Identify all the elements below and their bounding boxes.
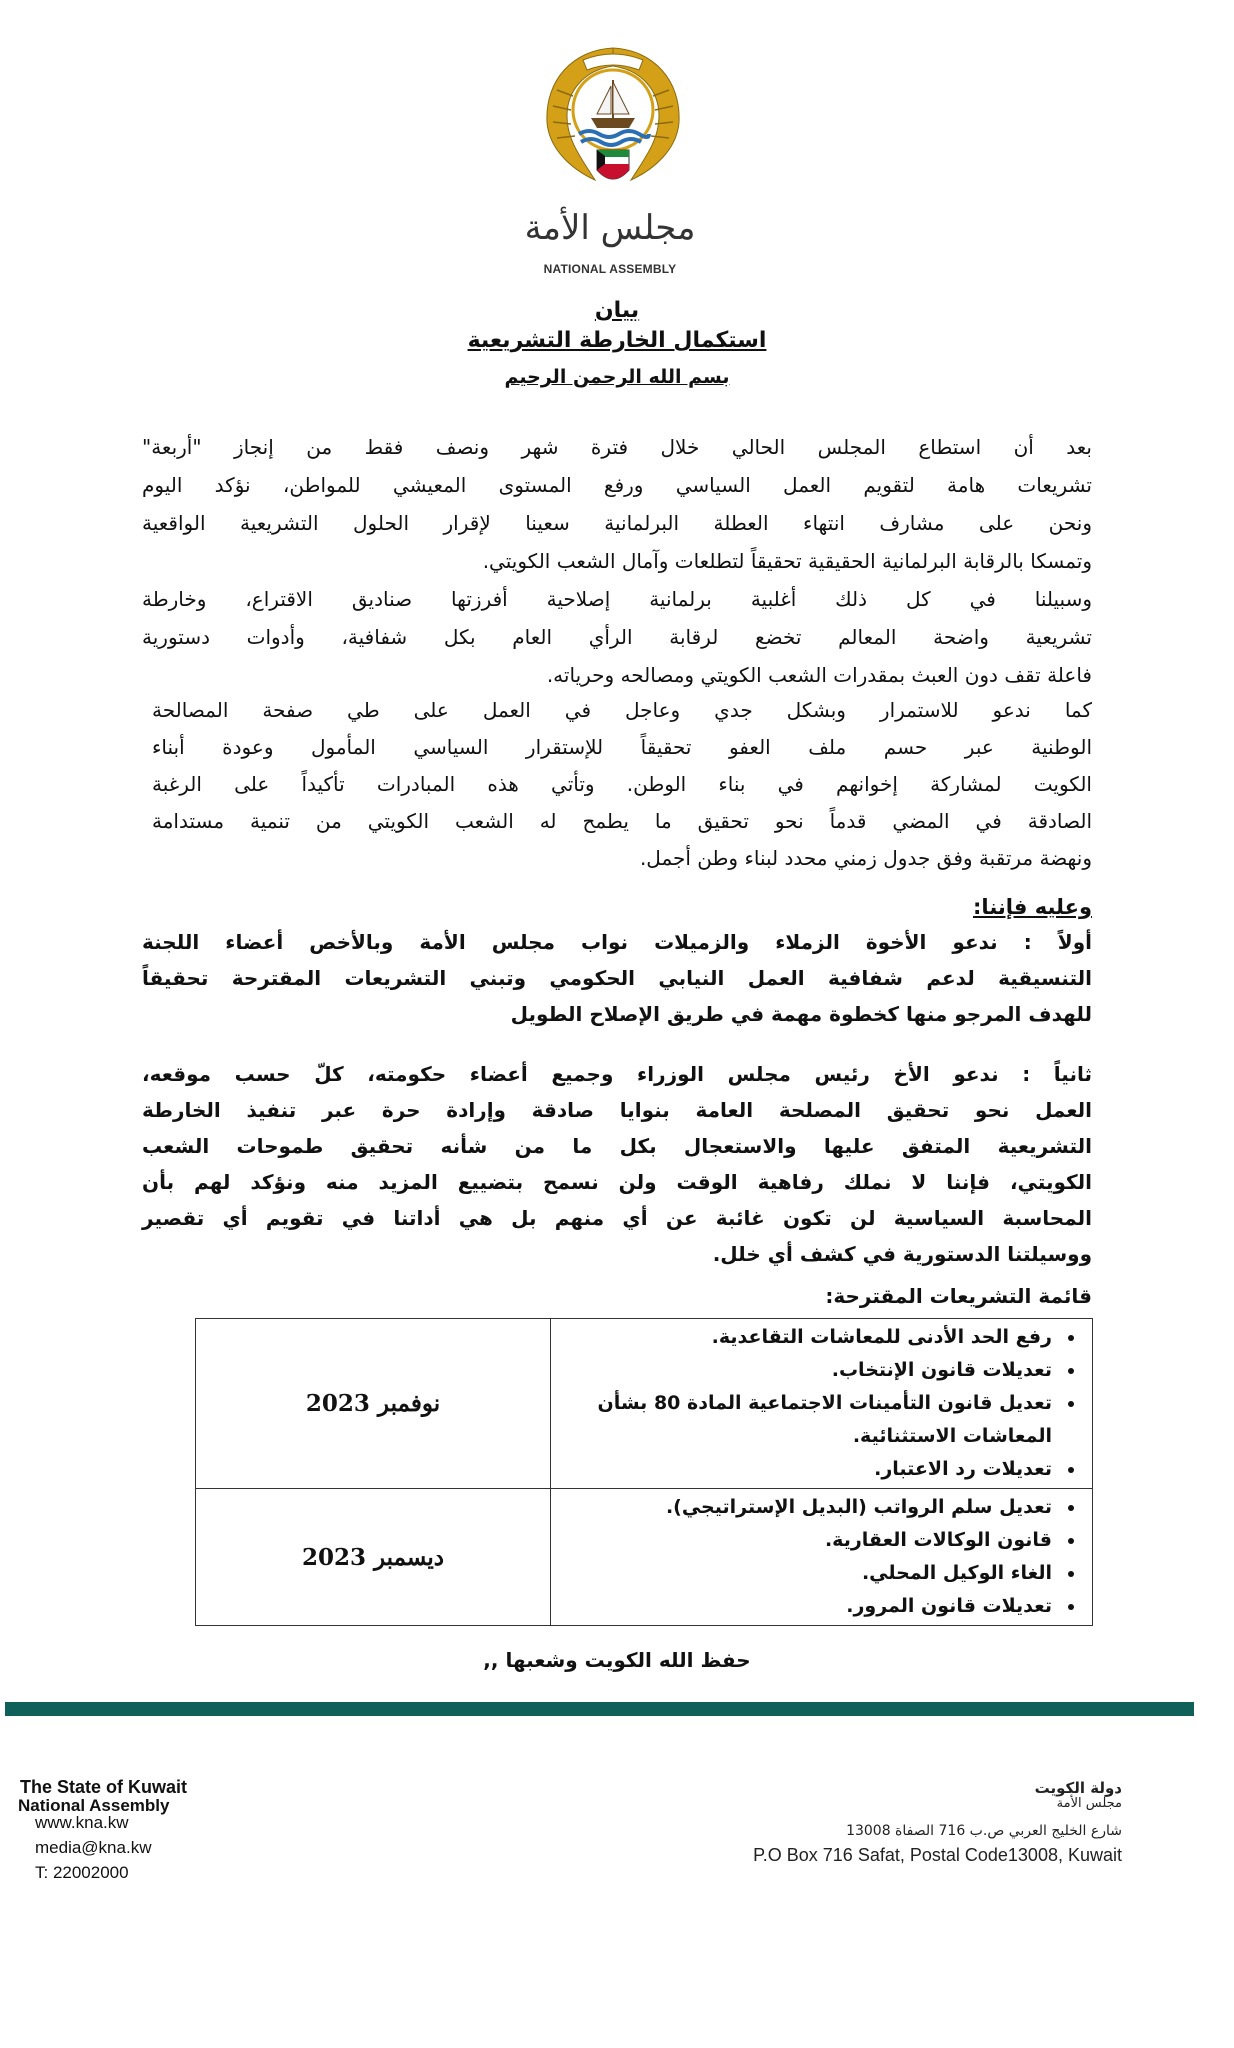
paragraph-line: كما ندعو للاستمرار وبشكل جدي وعاجل في العمل على طي صفحة المصالحة xyxy=(152,698,1092,722)
legislation-item: • تعديل قانون التأمينات الاجتماعية المادة 80 بشأن المعاشات الاستثنائية. xyxy=(561,1387,1056,1453)
table-row xyxy=(196,1319,1093,1489)
second-point-line: ثانياً : ندعو الأخ رئيس مجلس الوزراء وجميع أعضاء حكومته، كلّ حسب موقعه، xyxy=(142,1062,1092,1086)
paragraph-line: الكويت لمشاركة إخوانهم في بناء الوطن. وتأتي هذه المبادرات تأكيداً على الرغبة xyxy=(152,772,1092,796)
legislation-item: • الغاء الوكيل المحلي. xyxy=(561,1557,1056,1590)
first-point-line: للهدف المرجو منها كخطوة مهمة في طريق الإصلاح الطويل xyxy=(510,1002,1092,1026)
footer-website-link[interactable]: www.kna.kw xyxy=(35,1813,129,1832)
footer-english-address: P.O Box 716 Safat, Postal Code13008, Kuwait xyxy=(753,1845,1122,1865)
footer-assembly-name: National Assembly xyxy=(18,1796,170,1815)
kuwait-emblem-logo xyxy=(533,30,693,202)
paragraph-line: بعد أن استطاع المجلس الحالي خلال فترة شهر ونصف فقط من إنجاز "أربعة" xyxy=(142,435,1092,459)
table-row xyxy=(196,1489,1093,1626)
first-point-line: التنسيقية لدعم شفافية العمل النيابي الحكومي وتبني التشريعات المقترحة تحقيقاً xyxy=(142,966,1092,990)
paragraph-line: الوطنية عبر حسم ملف العفو تحقيقاً للإستقرار السياسي المأمول وعودة أبناء xyxy=(152,735,1092,759)
closing-line: حفظ الله الكويت وشعبها ,, xyxy=(483,1648,751,1672)
assembly-arabic-name: مجلس الأمة xyxy=(524,208,696,248)
legislation-item: • تعديلات رد الاعتبار. xyxy=(561,1453,1056,1486)
legislation-item: • قانون الوكالات العقارية. xyxy=(561,1524,1056,1557)
legislation-item: • تعديلات قانون الإنتخاب. xyxy=(561,1354,1056,1387)
second-point-line: ووسيلتنا الدستورية في كشف أي خلل. xyxy=(712,1242,1092,1266)
legislation-table xyxy=(195,1318,1093,1626)
footer-email-link[interactable]: media@kna.kw xyxy=(35,1838,152,1857)
paragraph-line: وتمسكا بالرقابة البرلمانية الحقيقية تحقيقاً لتطلعات وآمال الشعب الكويتي. xyxy=(482,549,1092,573)
legislation-item: • رفع الحد الأدنى للمعاشات التقاعدية. xyxy=(561,1321,1056,1354)
legislation-list-heading: قائمة التشريعات المقترحة: xyxy=(825,1284,1092,1308)
statement-title: بيان xyxy=(594,298,640,323)
legislation-items-cell xyxy=(551,1489,1093,1626)
footer-state-name: The State of Kuwait xyxy=(20,1777,188,1797)
footer-divider-bar xyxy=(5,1702,1194,1716)
paragraph-line: وسبيلنا في كل ذلك أغلبية برلمانية إصلاحية أفرزتها صناديق الاقتراع، وخارطة xyxy=(142,587,1092,611)
footer-arabic-state: دولة الكويت xyxy=(1034,1779,1122,1797)
paragraph-line: تشريعية واضحة المعالم تخضع لرقابة الرأي العام بكل شفافية، وأدوات دستورية xyxy=(142,625,1092,649)
first-point-line: أولاً : ندعو الأخوة الزملاء والزميلات نواب مجلس الأمة وبالأخص أعضاء اللجنة xyxy=(142,930,1092,954)
month-cell: ديسمبر 2023 xyxy=(196,1489,551,1626)
legislation-item: • تعديل سلم الرواتب (البديل الإستراتيجي). xyxy=(561,1491,1056,1524)
statement-subject: استكمال الخارطة التشريعية xyxy=(467,328,767,353)
basmala: بسم الله الرحمن الرحيم xyxy=(504,366,730,388)
legislation-item: • تعديلات قانون المرور. xyxy=(561,1590,1056,1623)
footer-phone: T: 22002000 xyxy=(35,1863,129,1882)
therefore-heading: وعليه فإننا: xyxy=(973,895,1092,919)
second-point-line: التشريعية المتفق عليها والاستعجال بكل ما من شأنه تحقيق طموحات الشعب xyxy=(142,1134,1092,1158)
assembly-english-name: NATIONAL ASSEMBLY xyxy=(543,262,677,276)
month-cell: نوفمبر 2023 xyxy=(196,1319,551,1489)
paragraph-line: ونحن على مشارف انتهاء العطلة البرلمانية سعينا لإقرار الحلول التشريعية الواقعية xyxy=(142,511,1092,535)
paragraph-line: تشريعات هامة لتقويم العمل السياسي ورفع المستوى المعيشي للمواطن، نؤكد اليوم xyxy=(142,473,1092,497)
paragraph-line: الصادقة في المضي قدماً نحو تحقيق ما يطمح له الشعب الكويتي من تنمية مستدامة xyxy=(152,809,1092,833)
footer-arabic-assembly: مجلس الأمة xyxy=(1056,1796,1122,1811)
second-point-line: المحاسبة السياسية لن تكون غائبة عن أي منهم بل هي أداتنا في تقويم أي تقصير xyxy=(142,1206,1092,1230)
second-point-line: العمل نحو تحقيق المصلحة العامة بنوايا صادقة وإرادة حرة عبر تنفيذ الخارطة xyxy=(142,1098,1092,1122)
footer-arabic-address: شارع الخليج العربي ص.ب 716 الصفاة 13008 xyxy=(846,1823,1122,1839)
paragraph-line: ونهضة مرتقبة وفق جدول زمني محدد لبناء وطن أجمل. xyxy=(639,846,1092,870)
paragraph-line: فاعلة تقف دون العبث بمقدرات الشعب الكويتي ومصالحه وحرياته. xyxy=(546,663,1092,687)
legislation-items-cell xyxy=(551,1319,1093,1489)
second-point-line: الكويتي، فإننا لا نملك رفاهية الوقت ولن نسمح بتضييع المزيد منه ونؤكد لهم بأن xyxy=(142,1170,1092,1194)
